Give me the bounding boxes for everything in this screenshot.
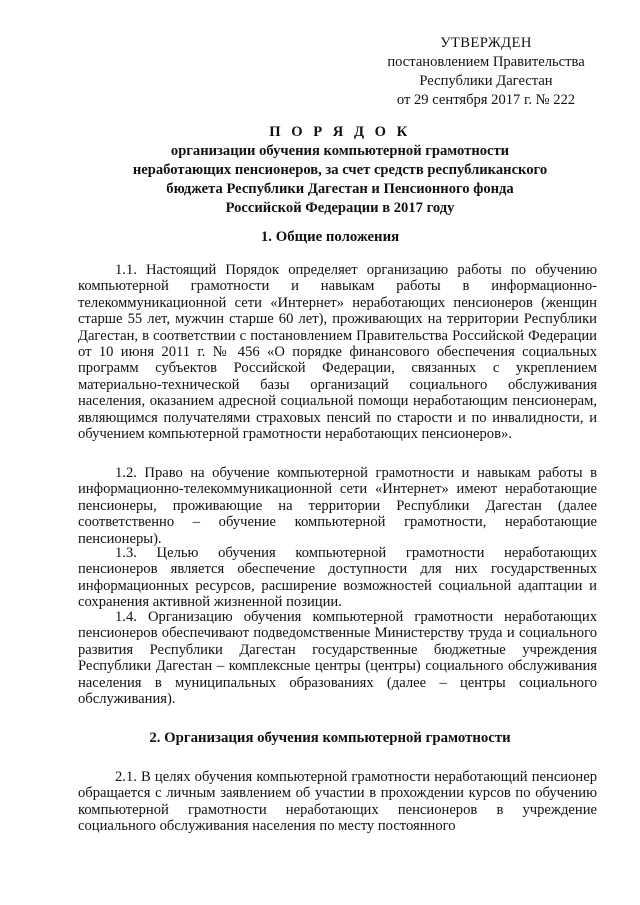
section-heading-general: 1. Общие положения xyxy=(260,229,400,245)
approval-mark: УТВЕРЖДЕН xyxy=(440,35,532,51)
approval-line: постановлением Правительства xyxy=(387,54,585,70)
approval-line: от 29 сентября 2017 г. № 222 xyxy=(396,92,576,108)
paragraph-1-4: 1.4. Организацию обучения компьютерной грамотности неработающих пенсионеров обеспечивают подведомственные Министерству труда и социального развития Республики Дагестан государственные бюджетные учреждения Республики Дагестан – комплексные центры (центры) социального обслуживания населения в муниципальных образованиях (далее – центры социального обслуживания). xyxy=(78,609,597,708)
section-heading-organization: 2. Организация обучения компьютерной грамотности xyxy=(149,730,511,746)
paragraph-2-1: 2.1. В целях обучения компьютерной грамотности неработающий пенсионер обращается с личным заявлением об участии в прохождении курсов по обучению компьютерной грамотности неработающих пенсионеров в учреждение социального обслуживания населения по месту постоянного xyxy=(78,769,597,835)
approval-line: Республики Дагестан xyxy=(419,73,553,89)
title-line: бюджета Республики Дагестан и Пенсионного фонда xyxy=(166,181,514,197)
title-line: организации обучения компьютерной грамотности xyxy=(170,143,510,159)
document-title xyxy=(100,123,580,218)
paragraph-1-1: 1.1. Настоящий Порядок определяет организацию работы по обучению компьютерной грамотности и навыкам работы в информационно-телекоммуникационной сети «Интернет» неработающих пенсионеров (женщин старше 55 лет, мужчин старше 60 лет), проживающих на территории Республики Дагестан, в соответствии с постановлением Правительства Российской Федерации от 10 июня 2011 г. № 456 «О порядке финансового обеспечения социальных программ субъектов Российской Федерации, связанных с укреплением материально-технической базы организаций социального обслуживания населения, оказанием адресной социальной помощи неработающим пенсионерам, являющимся получателями страховых пенсий по старости и по инвалидности, и обучением компьютерной грамотности неработающих пенсионеров». xyxy=(78,262,597,443)
title-line: Российской Федерации в 2017 году xyxy=(225,200,455,216)
paragraph-1-2: 1.2. Право на обучение компьютерной грамотности и навыкам работы в информационно-телекоммуникационной сети «Интернет» имеют неработающие пенсионеры, проживающие на территории Республики Дагестан (далее соответственно – обучение компьютерной грамотности, неработающие пенсионеры). xyxy=(78,465,597,547)
paragraph-1-3: 1.3. Целью обучения компьютерной грамотности неработающих пенсионеров является обеспечение доступности для них государственных информационных ресурсов, расширение возможностей социальной адаптации и сохранения активной жизненной позиции. xyxy=(78,545,597,611)
title-line: неработающих пенсионеров, за счет средств республиканского xyxy=(132,162,548,178)
title-heading: П О Р Я Д О К xyxy=(269,124,411,140)
approval-block xyxy=(372,34,600,110)
